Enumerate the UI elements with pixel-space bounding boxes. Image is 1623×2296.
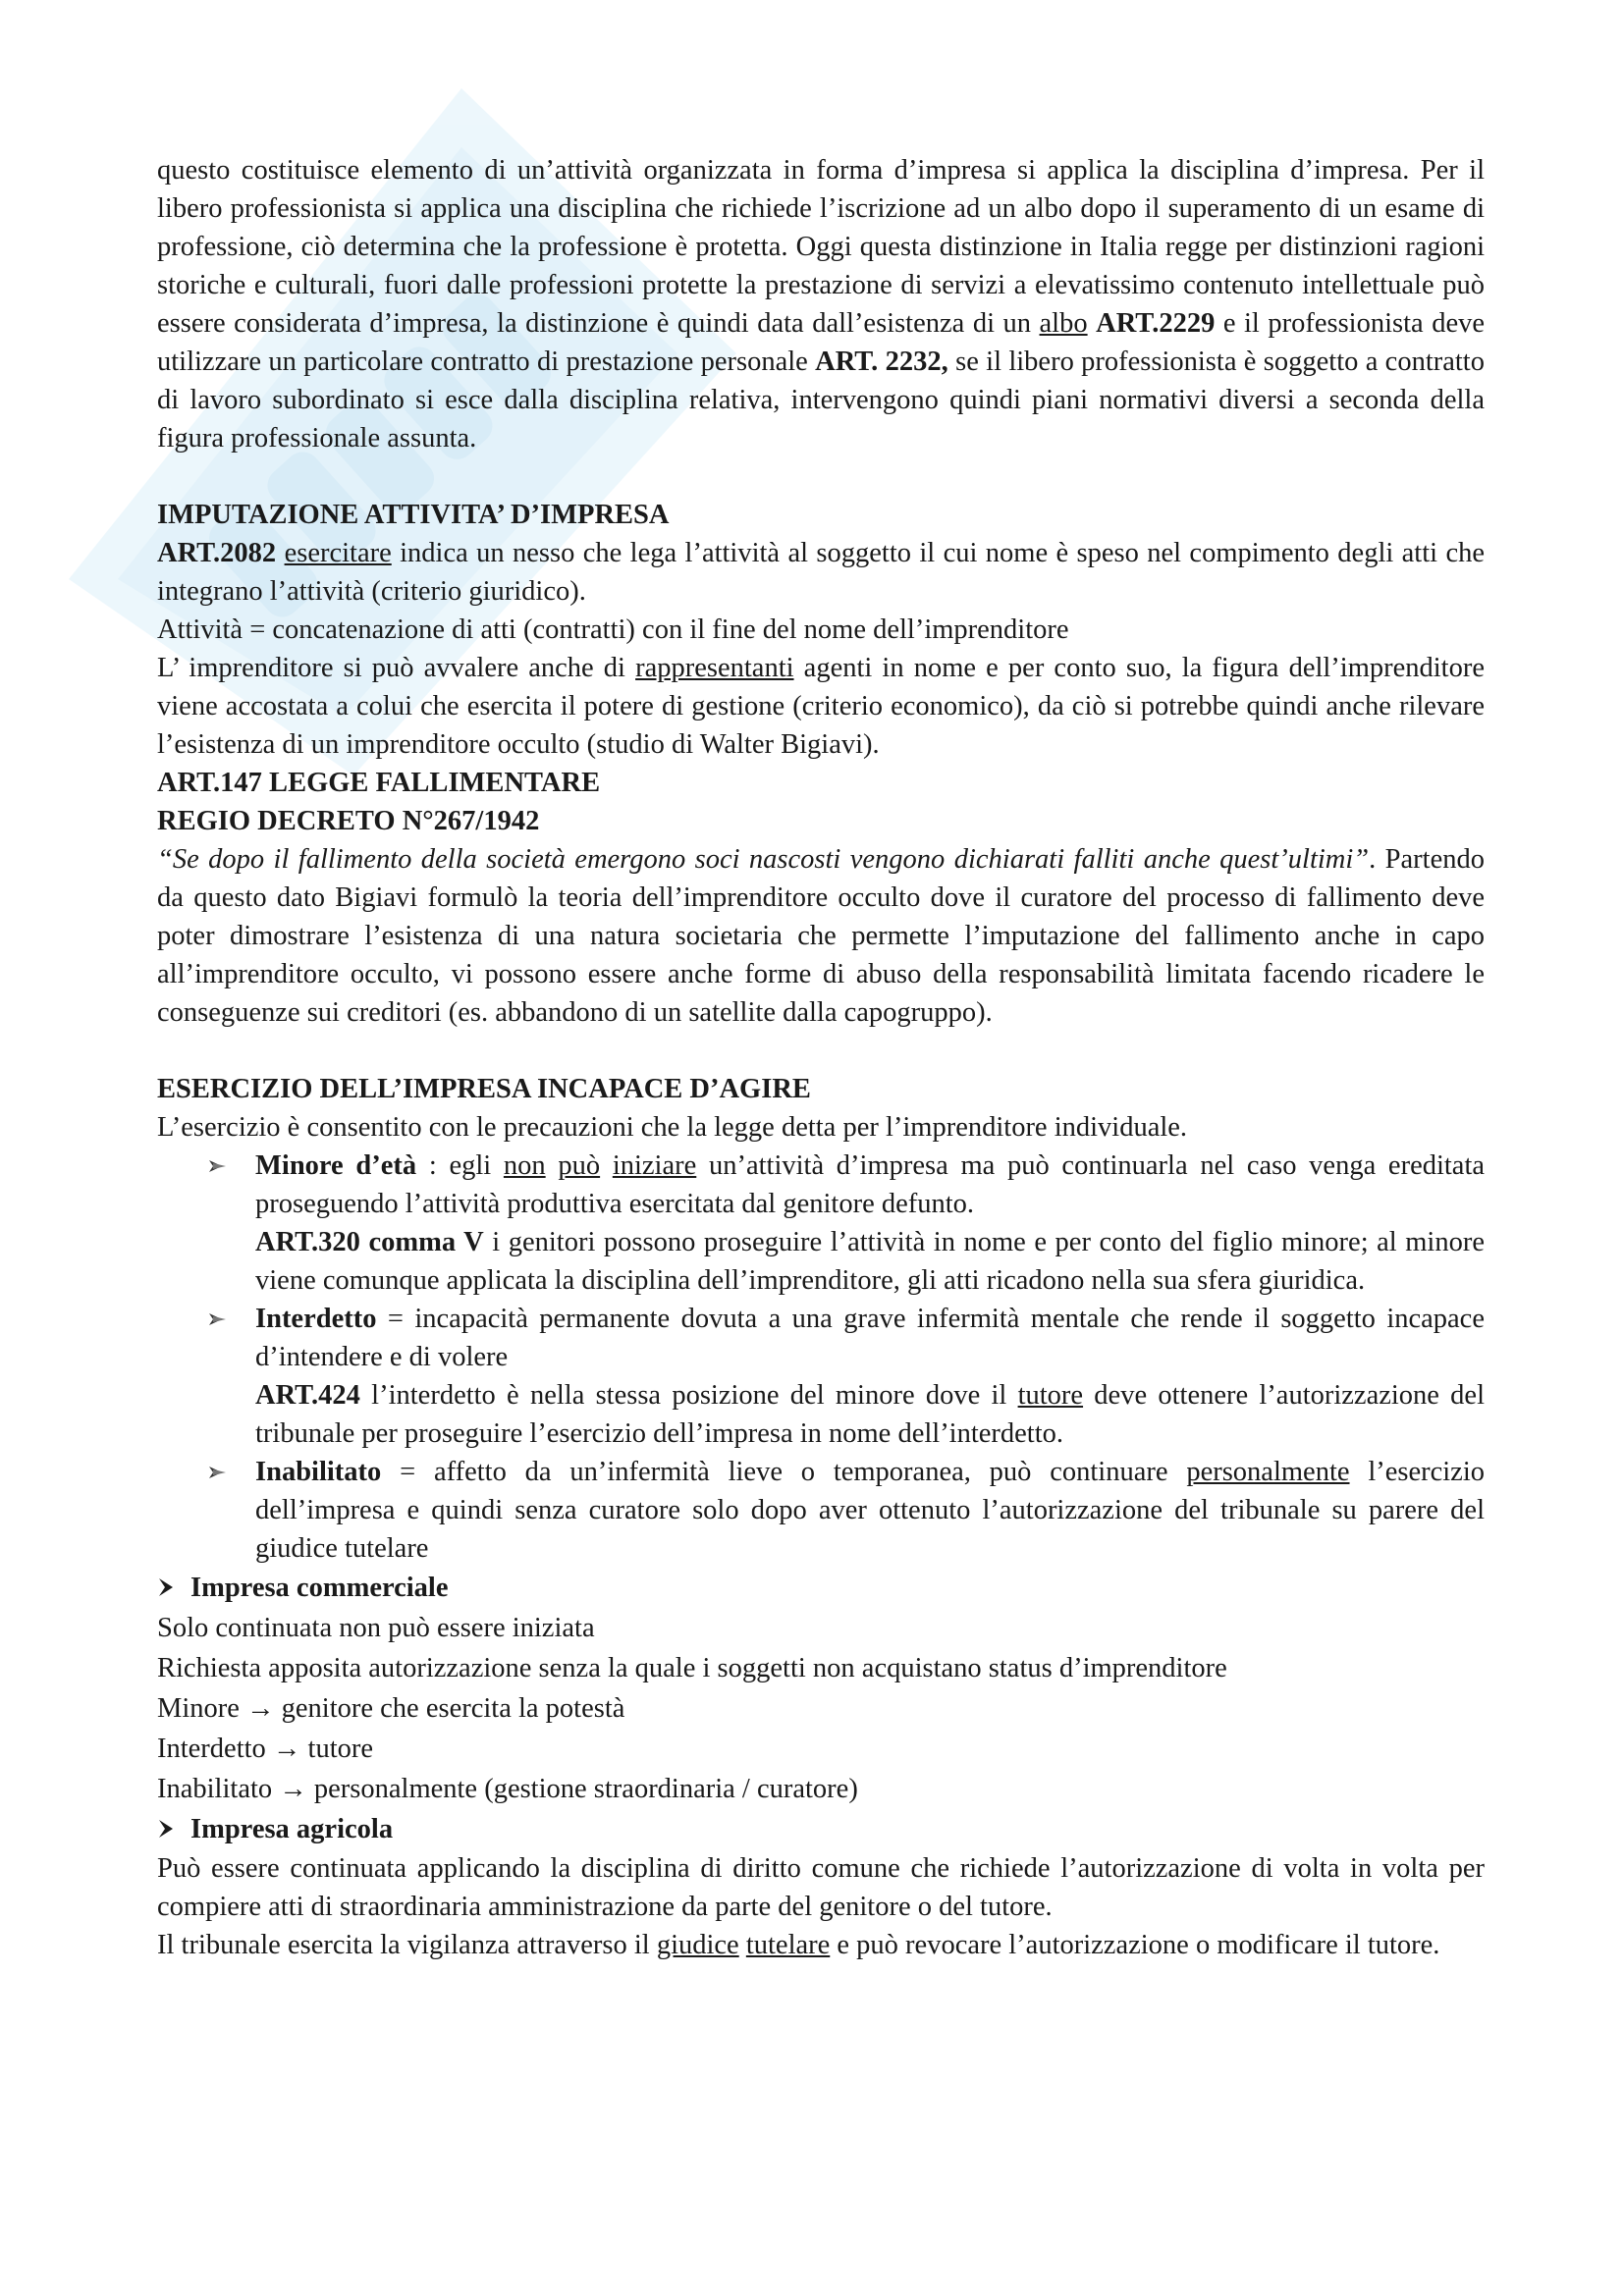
arrow-bullet-icon <box>206 1453 230 1491</box>
paragraph: Solo continuata non può essere iniziata <box>157 1613 595 1643</box>
underlined-term: personalmente <box>1186 1457 1350 1487</box>
mapping-line <box>157 1688 1485 1729</box>
subsection-heading-text: Impresa agricola <box>190 1814 394 1844</box>
text-run: = incapacità permanente dovuta a una grave infermità mentale che rende il soggetto incapace d’intendere e di volere <box>255 1304 1485 1372</box>
arrow-bullet-icon <box>206 1300 230 1338</box>
article-ref: ART.320 comma V <box>255 1227 484 1257</box>
subsection-heading <box>157 1809 1485 1849</box>
text-run: questo costituisce elemento di un’attività organizzata in forma d’impresa si applica la disciplina d’impresa. Per il libero professionista si applica una disciplina che richiede l’iscrizione ad un albo dopo il superamento di un esame di professione, ciò determina che la professione è protetta. Oggi questa distinzione in Italia regge per distinzioni ragioni storiche e culturali, fuori dalle professioni protette la prestazione di servizi a elevatissimo contenuto intellettuale può essere considerata d’impresa, la distinzione è quindi data dall’esistenza di un <box>157 155 1485 339</box>
paragraph: Attività = concatenazione di atti (contratti) con il fine del nome dell’imprenditore <box>157 614 1069 645</box>
list-item-text <box>255 1147 1485 1223</box>
section-heading: IMPUTAZIONE ATTIVITA’ D’IMPRESA <box>157 500 670 530</box>
text-run: . Partendo da questo dato Bigiavi formulò la teoria dell’imprenditore occulto dove il curatore del processo di fallimento deve poter dimostrare l’esistenza di una natura societaria che permette l’imputazione del fallimento anche in capo all’imprenditore occulto, vi possono essere anche forme di abuso della responsabilità limitata facendo ricadere le conseguenze sui creditori (es. abbandono di un satellite dalla capogruppo). <box>157 844 1485 1028</box>
paragraph <box>157 840 1485 1032</box>
list-item <box>157 1147 1485 1300</box>
list-item-text <box>255 1223 1485 1300</box>
list-item <box>157 1300 1485 1453</box>
list-item <box>157 1453 1485 1568</box>
text-run: personalmente (gestione straordinaria / curatore) <box>313 1774 858 1804</box>
paragraph <box>157 1926 1485 1964</box>
article-ref: ART. 2232, <box>815 347 948 377</box>
right-arrow-icon: → <box>279 1774 307 1804</box>
text-run <box>600 1150 613 1181</box>
text-run: e può revocare l’autorizzazione o modificare il tutore. <box>830 1930 1440 1960</box>
section-heading: ESERCIZIO DELL’IMPRESA INCAPACE D’AGIRE <box>157 1074 811 1104</box>
arrowhead-icon <box>157 1568 190 1608</box>
text-run: l’esercizio dell’impresa e quindi senza curatore solo dopo aver ottenuto l’autorizzazione del tribunale su parere del giudice tutelare <box>255 1457 1485 1564</box>
text-run: Interdetto <box>157 1734 266 1764</box>
underlined-term: tutore <box>1017 1380 1084 1411</box>
text-run: Il tribunale esercita la vigilanza attraverso il <box>157 1930 657 1960</box>
section-heading: ART.147 LEGGE FALLIMENTARE <box>157 768 601 798</box>
list-item-text <box>255 1376 1485 1453</box>
document-page <box>157 151 1485 1964</box>
text-run: L’ imprenditore si può avvalere anche di <box>157 653 636 683</box>
underlined-term: tutelare <box>745 1930 831 1960</box>
text-run: un’attività d’impresa ma può continuarla nel caso venga ereditata proseguendo l’attività produttiva esercitata dal genitore defunto. <box>255 1150 1486 1219</box>
subsection-heading-text: Impresa commerciale <box>190 1573 449 1603</box>
article-ref: ART.2082 <box>157 538 277 568</box>
subsection-heading <box>157 1568 1485 1608</box>
list-item-text <box>255 1300 1485 1376</box>
text-run: i genitori possono proseguire l’attività in nome e per conto del figlio minore; al minore viene comunque applicata la disciplina dell’imprenditore, gli atti ricadono nella sua sfera giuridica. <box>255 1227 1485 1296</box>
paragraph <box>157 534 1485 611</box>
text-run <box>739 1930 746 1960</box>
text-run <box>1088 308 1097 339</box>
arrowhead-icon <box>157 1809 190 1849</box>
text-run: tutore <box>307 1734 374 1764</box>
list-item-label: Minore d’età <box>255 1150 417 1181</box>
list-item-label: Interdetto <box>255 1304 377 1334</box>
text-run: l’interdetto è nella stessa posizione del minore dove il <box>359 1380 1018 1411</box>
text-run: e il professionista deve utilizzare un particolare contratto di prestazione personale <box>157 308 1485 377</box>
intro-paragraph <box>157 151 1485 457</box>
list-item-text <box>255 1453 1485 1568</box>
text-run: : egli <box>416 1150 504 1181</box>
article-ref: ART.424 <box>255 1380 360 1411</box>
underlined-term: non <box>503 1150 546 1181</box>
text-run: se il libero professionista è soggetto a contratto di lavoro subordinato si esce dalla disciplina relativa, intervengono quindi piani normativi diversi a seconda della figura professionale assunta. <box>157 347 1485 454</box>
text-run: Minore <box>157 1693 240 1724</box>
paragraph: L’esercizio è consentito con le precauzioni che la legge detta per l’imprenditore individuale. <box>157 1112 1188 1143</box>
text-run: = affetto da un’infermità lieve o temporanea, può continuare <box>381 1457 1187 1487</box>
underlined-term: esercitare <box>284 538 392 568</box>
text-run: deve ottenere l’autorizzazione del tribunale per proseguire l’esercizio dell’impresa in nome dell’interdetto. <box>255 1380 1485 1449</box>
underlined-term: iniziare <box>612 1150 697 1181</box>
underlined-term: può <box>558 1150 601 1181</box>
list-item-label: Inabilitato <box>255 1457 382 1487</box>
underlined-term: albo <box>1039 308 1088 339</box>
article-ref: ART.2229 <box>1096 308 1216 339</box>
text-run: indica un nesso che lega l’attività al soggetto il cui nome è speso nel compimento degli atti che integrano l’attività (criterio giuridico). <box>157 538 1485 607</box>
paragraph <box>157 649 1485 764</box>
underlined-term: giudice <box>656 1930 739 1960</box>
text-run <box>546 1150 559 1181</box>
paragraph: Può essere continuata applicando la disciplina di diritto comune che richiede l’autorizzazione di volta in volta per compiere atti di straordinaria amministrazione da parte del genitore o del tutore. <box>157 1853 1485 1922</box>
arrow-bullet-icon <box>206 1147 230 1185</box>
underlined-term: rappresentanti <box>635 653 794 683</box>
section-heading: REGIO DECRETO N°267/1942 <box>157 806 540 836</box>
paragraph: Richiesta apposita autorizzazione senza la quale i soggetti non acquistano status d’imprenditore <box>157 1653 1227 1683</box>
text-run: Inabilitato <box>157 1774 273 1804</box>
text-run: genitore che esercita la potestà <box>281 1693 625 1724</box>
mapping-line <box>157 1769 1485 1809</box>
right-arrow-icon: → <box>246 1693 275 1724</box>
text-run: agenti in nome e per conto suo, la figura dell’imprenditore viene accostata a colui che esercita il potere di gestione (criterio economico), da ciò si potrebbe quindi anche rilevare l’esistenza di un imprenditore occulto (studio di Walter Bigiavi). <box>157 653 1485 760</box>
mapping-line <box>157 1729 1485 1769</box>
right-arrow-icon: → <box>272 1734 301 1764</box>
quote: “Se dopo il fallimento della società emergono soci nascosti vengono dichiarati falliti anche quest’ultimi” <box>157 844 1370 875</box>
